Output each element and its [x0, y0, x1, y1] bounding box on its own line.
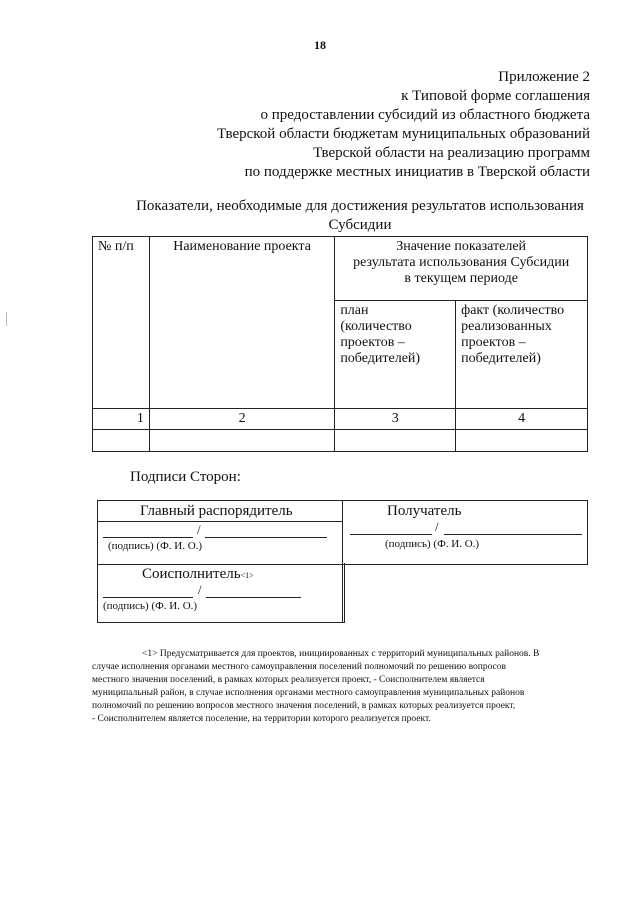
chief-sub-label: (подпись) (Ф. И. О.): [108, 540, 203, 552]
appendix-header: [217, 68, 590, 182]
footnote: [92, 648, 602, 726]
indicators-table: [92, 236, 588, 452]
header-plan: [335, 301, 456, 409]
fact-line: факт (количество: [461, 303, 565, 318]
header-fact: [456, 301, 588, 409]
header-num: № п/п: [93, 237, 150, 409]
scan-mark: [6, 312, 7, 326]
footnote-line: <1> Предусматривается для проектов, инициированных с территорий муниципальных районов. В: [142, 649, 540, 659]
signature-line: [350, 534, 432, 535]
plan-line: (количество: [340, 319, 412, 334]
column-number: 3: [335, 409, 456, 430]
appendix-line: к Типовой форме соглашения: [401, 88, 590, 104]
footnote-line: местного значения поселений, в рамках которых реализуется проект, - Соисполнителем является: [92, 675, 485, 685]
appendix-line: Приложение 2: [498, 69, 590, 85]
empty-cell: [335, 430, 456, 452]
chief-label: Главный распорядитель: [140, 503, 293, 519]
header-values-line: в текущем периоде: [404, 271, 518, 286]
name-line: [205, 537, 327, 538]
footnote-line: случае исполнения органами местного самоуправления поселений полномочий по решению вопросов: [92, 662, 507, 672]
appendix-line: Тверской области на реализацию программ: [313, 145, 590, 161]
recipient-label: Получатель: [387, 503, 462, 519]
fact-line: проектов –: [461, 335, 526, 350]
plan-line: план: [340, 303, 369, 318]
title-line: Субсидии: [328, 217, 392, 233]
name-line: [444, 534, 582, 535]
fact-line: победителей): [461, 351, 541, 366]
header-values: [335, 237, 588, 301]
slash: /: [197, 522, 201, 537]
slash: /: [435, 519, 439, 534]
empty-cell: [456, 430, 588, 452]
name-line: [206, 597, 301, 598]
appendix-line: Тверской области бюджетам муниципальных образований: [217, 126, 590, 142]
appendix-line: о предоставлении субсидий из областного бюджета: [260, 107, 590, 123]
coexecutor-text: Соисполнитель: [142, 566, 241, 582]
header-values-line: Значение показателей: [396, 239, 527, 254]
footnote-line: полномочий по решению вопросов местного значения поселений, в рамках которых реализуется проект,: [92, 701, 516, 711]
slash: /: [198, 582, 202, 597]
recipient-sub-label: (подпись) (Ф. И. О.): [385, 538, 480, 550]
header-values-line: результата использования Субсидии: [353, 255, 570, 270]
signatures-heading: Подписи Сторон:: [130, 469, 241, 485]
page-number: 18: [314, 38, 326, 52]
footnote-ref[interactable]: <1>: [240, 571, 254, 580]
header-project-name: Наименование проекта: [149, 237, 335, 409]
signature-line: [103, 597, 193, 598]
plan-line: проектов –: [340, 335, 405, 350]
column-number: 2: [149, 409, 335, 430]
plan-line: победителей): [340, 351, 421, 366]
empty-cell: [93, 430, 150, 452]
signature-rule: [97, 521, 343, 522]
fact-line: реализованных: [461, 319, 552, 334]
column-number: 1: [93, 409, 150, 430]
coexecutor-label: [142, 566, 254, 583]
coexecutor-sub-label: (подпись) (Ф. И. О.): [103, 600, 198, 612]
empty-cell: [149, 430, 335, 452]
title-line: Показатели, необходимые для достижения результатов использования: [136, 198, 584, 214]
document-title: [95, 197, 625, 235]
signature-line: [103, 537, 193, 538]
appendix-line: по поддержке местных инициатив в Тверской области: [244, 164, 590, 180]
footnote-line: муниципальный район, в случае исполнения органами местного самоуправления муниципальных районов: [92, 688, 525, 698]
column-number: 4: [456, 409, 588, 430]
footnote-line: - Соисполнителем является поселение, на территории которого реализуется проект.: [92, 714, 431, 724]
